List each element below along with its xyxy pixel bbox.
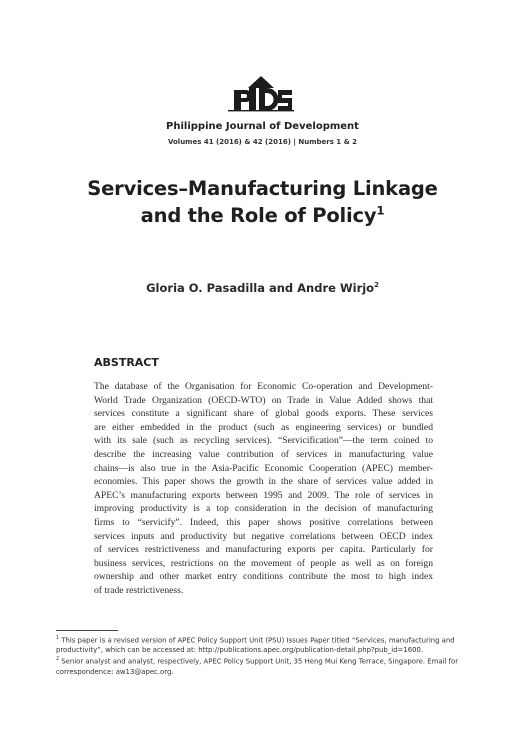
abstract-line: are either embedded in the product (such as engineering services) or bundled [94, 421, 433, 433]
footnote-2-line-1: Senior analyst and analyst, respectively, APEC Policy Support Unit, 35 Heng Mui Keng Terrace, Singapore. Email for [61, 657, 459, 666]
abstract-line: of trade restrictiveness. [94, 584, 184, 596]
abstract-line: APEC’s manufacturing exports between 1995 and 2009. The role of services in [94, 489, 433, 501]
abstract-line: with its sale (such as recycling services). “Servicification”—the term coined to [94, 435, 433, 447]
article-title [40, 175, 485, 229]
abstract-line: ownership and other market entry conditions contribute the most to high index [94, 571, 433, 583]
authors-text: Gloria O. Pasadilla and Andre Wirjo [146, 281, 375, 295]
abstract-line: services constitute a significant share of global goods exports. These services [94, 408, 433, 420]
journal-name: Philippine Journal of Development [166, 121, 359, 132]
footnote-1 [56, 634, 470, 655]
pids-logo-icon [228, 76, 294, 112]
footnote-2-line-2: correspondence: aw13@apec.org. [56, 667, 174, 676]
footnote-1-line-2: productivity”, which can be accessed at: http://publications.apec.org/publication-detail.php?pub_id=1600. [56, 646, 424, 655]
abstract-line: firms to “servicify”. Indeed, this paper shows positive correlations between [94, 516, 433, 528]
abstract-line: economies. This paper shows the growth in the share of services value added in [94, 476, 433, 488]
footnote-1-line-1: This paper is a revised version of APEC Policy Support Unit (PSU) Issues Paper titled “Services, manufacturing and [61, 636, 455, 645]
abstract-heading: ABSTRACT [94, 356, 159, 369]
abstract-line: chains—is also true in the Asia-Pacific Economic Cooperation (APEC) member- [94, 462, 433, 474]
volume-info: Volumes 41 (2016) & 42 (2016) | Numbers 1 & 2 [167, 138, 358, 146]
abstract-line: business services, restrictions on the movement of people as well as on foreign [94, 557, 433, 569]
abstract-line: World Trade Organization (OECD-WTO) on Trade in Value Added shows that [94, 394, 433, 406]
title-line-1: Services–Manufacturing Linkage [87, 177, 438, 200]
title-line-2 [40, 202, 485, 229]
abstract-line: services inputs and productivity but negative correlations between OECD index [94, 530, 433, 542]
title-line-2-text: and the Role of Policy [140, 204, 377, 227]
footnote-2-marker: 2 [56, 657, 60, 663]
abstract-line: The database of the Organisation for Economic Co-operation and Development- [94, 381, 433, 392]
footnote-1-marker: 1 [56, 636, 60, 641]
footnote-2 [56, 655, 470, 676]
abstract-body [94, 380, 433, 598]
footnotes [56, 634, 470, 677]
footnote-divider [56, 630, 118, 631]
authors [0, 281, 525, 295]
abstract-line: describe the increasing value contribution of services in manufacturing value [94, 448, 433, 460]
abstract-line: improving productivity is a top consideration in the decision of manufacturing [94, 503, 433, 515]
authors-footnote-marker: 2 [374, 281, 379, 290]
abstract-line: of services restrictiveness and manufacturing exports per capita. Particularly for [94, 544, 433, 556]
title-footnote-marker: 1 [376, 203, 385, 218]
